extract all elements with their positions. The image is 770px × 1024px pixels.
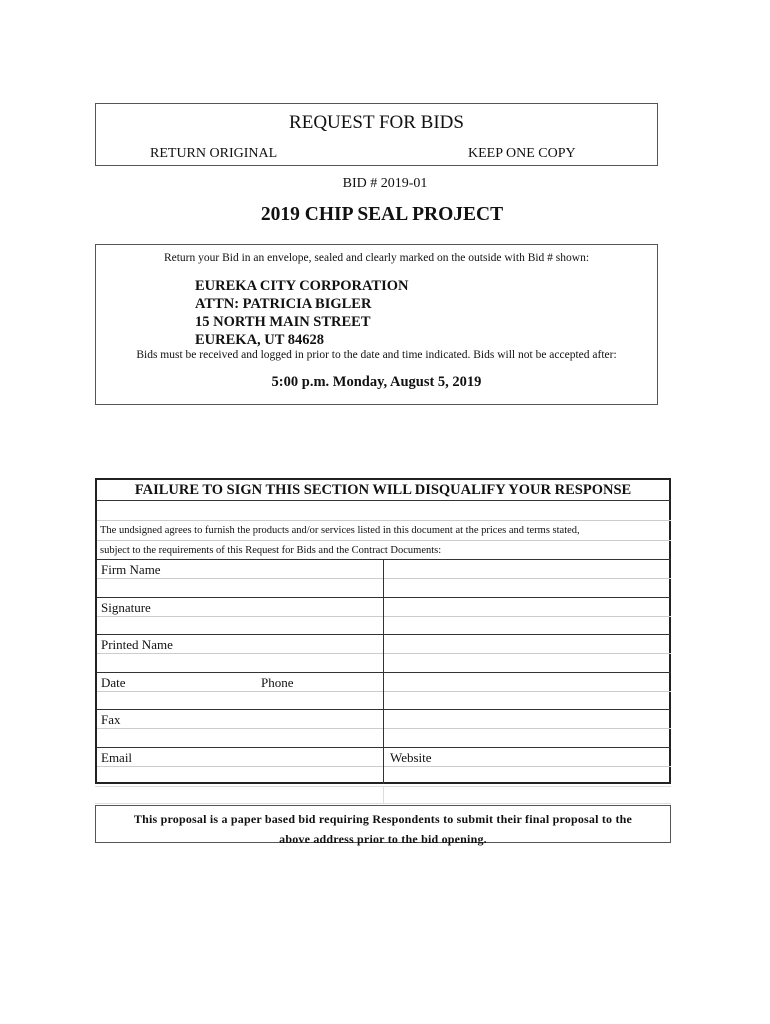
- project-title: 2019 CHIP SEAL PROJECT: [260, 204, 504, 225]
- agreement-text: The undsigned agrees to furnish the products and/or services listed in this document at the prices and terms stated,: [100, 525, 580, 536]
- address-line: EUREKA CITY CORPORATION: [195, 278, 409, 294]
- column-divider: [383, 787, 384, 803]
- disqualify-warning: FAILURE TO SIGN THIS SECTION WILL DISQUALIFY YOUR RESPONSE: [134, 482, 632, 498]
- fax-label: Fax: [101, 712, 121, 727]
- divider: [97, 709, 671, 710]
- note-line: This proposal is a paper based bid requiring Respondents to submit their final proposal to the: [133, 812, 633, 826]
- column-divider: [383, 559, 384, 784]
- address-line: ATTN: PATRICIA BIGLER: [195, 296, 372, 312]
- divider: [97, 653, 671, 654]
- divider: [97, 634, 671, 635]
- divider: [97, 559, 671, 560]
- divider: [97, 520, 671, 521]
- agreement-text: subject to the requirements of this Request for Bids and the Contract Documents:: [100, 545, 442, 556]
- date-label: Date: [101, 675, 126, 690]
- spacer-row: [95, 786, 671, 804]
- divider: [97, 500, 671, 501]
- divider: [97, 540, 671, 541]
- keep-copy-label: KEEP ONE COPY: [468, 146, 576, 161]
- bid-number: BID # 2019-01: [342, 176, 428, 191]
- divider: [97, 578, 671, 579]
- phone-label: Phone: [261, 675, 294, 690]
- printed-name-label: Printed Name: [101, 637, 173, 652]
- return-original-label: RETURN ORIGINAL: [150, 146, 278, 161]
- signature-label: Signature: [101, 600, 151, 615]
- divider: [97, 672, 671, 673]
- address-line: 15 NORTH MAIN STREET: [195, 314, 371, 330]
- divider: [97, 747, 671, 748]
- divider: [97, 597, 671, 598]
- signature-section: [95, 478, 671, 784]
- return-instructions-box: [95, 244, 658, 405]
- website-label: Website: [390, 750, 432, 765]
- deadline: 5:00 p.m. Monday, August 5, 2019: [271, 374, 482, 390]
- paper-bid-note-text: [96, 809, 670, 849]
- document-title: REQUEST FOR BIDS: [289, 112, 464, 133]
- return-instructions: Return your Bid in an envelope, sealed and clearly marked on the outside with Bid # shown:: [163, 252, 590, 264]
- note-line: above address prior to the bid opening.: [279, 832, 487, 846]
- divider: [97, 616, 671, 617]
- divider: [97, 728, 671, 729]
- divider: [97, 766, 671, 767]
- address-line: EUREKA, UT 84628: [195, 332, 325, 348]
- request-for-bids-header: [95, 103, 658, 166]
- receipt-notice: Bids must be received and logged in prior to the date and time indicated. Bids will not be accepted after:: [136, 349, 617, 361]
- email-label: Email: [101, 750, 133, 765]
- paper-bid-note: [95, 805, 671, 846]
- firm-name-label: Firm Name: [101, 562, 161, 577]
- divider: [97, 691, 671, 692]
